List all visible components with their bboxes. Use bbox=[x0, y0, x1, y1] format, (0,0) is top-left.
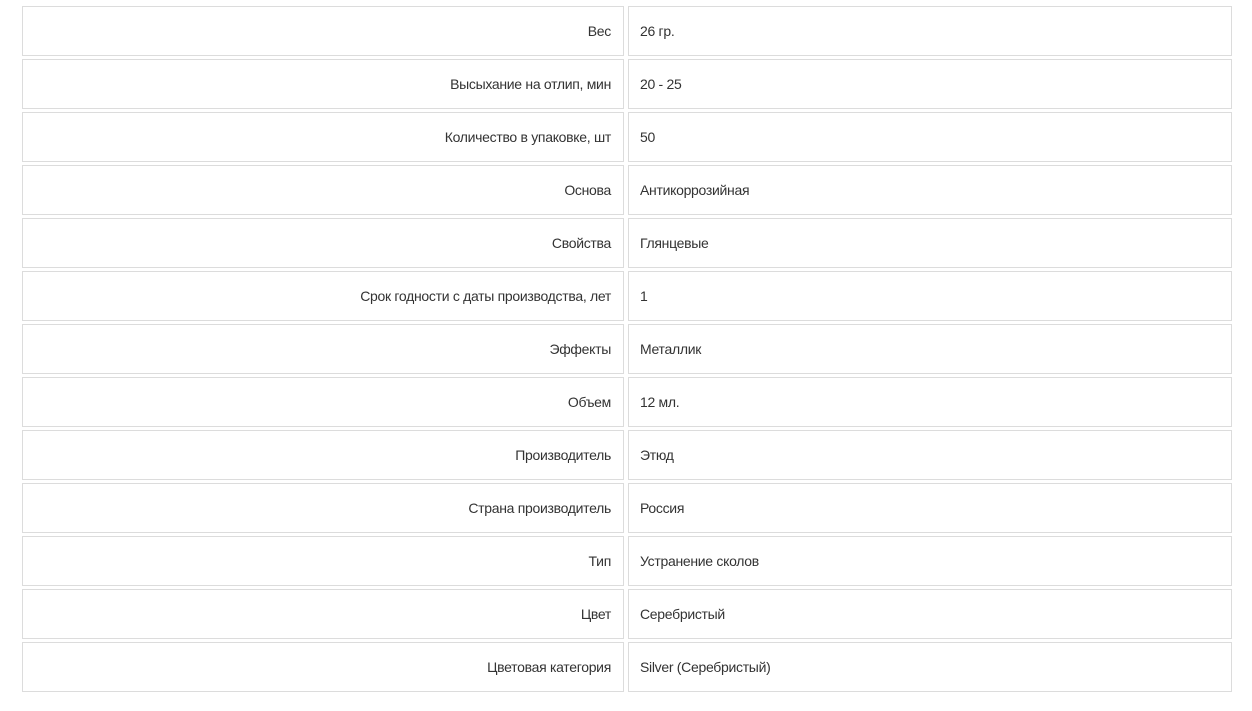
spec-value: Металлик bbox=[628, 324, 1232, 374]
spec-label: Объем bbox=[22, 377, 624, 427]
spec-label: Цвет bbox=[22, 589, 624, 639]
spec-row-drying-time bbox=[22, 59, 1232, 109]
spec-value: Устранение сколов bbox=[628, 536, 1232, 586]
spec-value: Россия bbox=[628, 483, 1232, 533]
spec-label: Страна производитель bbox=[22, 483, 624, 533]
spec-value: 20 - 25 bbox=[628, 59, 1232, 109]
spec-label: Количество в упаковке, шт bbox=[22, 112, 624, 162]
spec-label: Высыхание на отлип, мин bbox=[22, 59, 624, 109]
spec-row-country bbox=[22, 483, 1232, 533]
spec-row-shelf-life bbox=[22, 271, 1232, 321]
spec-row-type bbox=[22, 536, 1232, 586]
spec-value: Антикоррозийная bbox=[628, 165, 1232, 215]
spec-label: Срок годности с даты производства, лет bbox=[22, 271, 624, 321]
spec-value: Silver (Серебристый) bbox=[628, 642, 1232, 692]
spec-value: Этюд bbox=[628, 430, 1232, 480]
spec-row-volume bbox=[22, 377, 1232, 427]
spec-label: Свойства bbox=[22, 218, 624, 268]
spec-label: Основа bbox=[22, 165, 624, 215]
spec-value: 50 bbox=[628, 112, 1232, 162]
spec-label: Вес bbox=[22, 6, 624, 56]
spec-label: Цветовая категория bbox=[22, 642, 624, 692]
spec-row-properties bbox=[22, 218, 1232, 268]
spec-row-effects bbox=[22, 324, 1232, 374]
spec-label: Эффекты bbox=[22, 324, 624, 374]
spec-label: Производитель bbox=[22, 430, 624, 480]
spec-value: 26 гр. bbox=[628, 6, 1232, 56]
spec-row-weight bbox=[22, 6, 1232, 56]
spec-row-color-category bbox=[22, 642, 1232, 692]
spec-row-base bbox=[22, 165, 1232, 215]
spec-value: Серебристый bbox=[628, 589, 1232, 639]
spec-label: Тип bbox=[22, 536, 624, 586]
spec-row-manufacturer bbox=[22, 430, 1232, 480]
product-specs-table bbox=[22, 6, 1232, 695]
spec-row-color bbox=[22, 589, 1232, 639]
spec-value: Глянцевые bbox=[628, 218, 1232, 268]
spec-value: 12 мл. bbox=[628, 377, 1232, 427]
spec-row-package-quantity bbox=[22, 112, 1232, 162]
spec-value: 1 bbox=[628, 271, 1232, 321]
